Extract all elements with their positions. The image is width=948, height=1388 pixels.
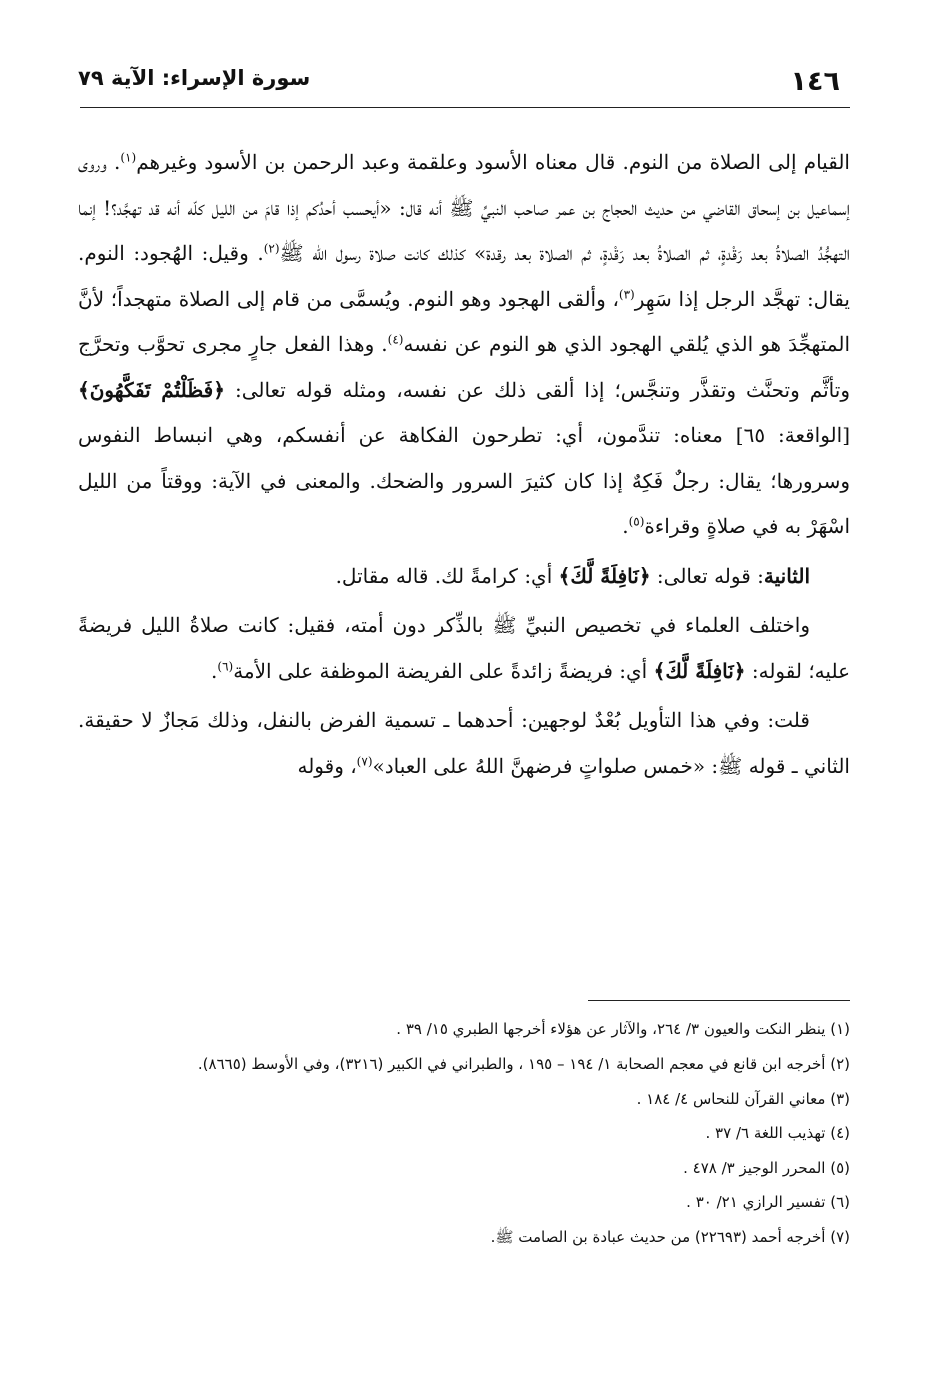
- quran-quote: ﴿فَظَلْتُمْ تَفَكَّهُونَ﴾: [78, 377, 225, 402]
- footnote-2: (٢) أخرجه ابن قانع في معجم الصحابة ١/ ١٩٤ – ١٩٥ ، والطبراني في الكبير (٣٢١٦)، وفي الأوسط (٨٦٦٥).: [197, 1054, 850, 1073]
- running-title: سورة الإسراء: الآية ٧٩: [78, 66, 311, 90]
- paragraph-1: [78, 140, 850, 550]
- footnote-3: (٣) معاني القرآن للنحاس ٤/ ١٨٤ .: [636, 1089, 850, 1108]
- quran-quote: ﴿نَافِلَةً لَّكَ﴾: [558, 563, 651, 588]
- footnote-6: (٦) تفسير الرازي ٢١/ ٣٠ .: [686, 1193, 850, 1211]
- text-run: ، وألقى الهجود وهو النوم. ويُسمَّى من قام إلى الصلاة متهجداً؛ لأنَّ المتهجِّدَ هو الذي يُلقي الهجود الذي هو النوم عن نفسه: [78, 286, 851, 356]
- paragraph-3: [78, 603, 850, 694]
- footnote-4: (٤) تهذيب اللغة ٦/ ٣٧ .: [705, 1124, 850, 1142]
- footnote-7: (٧) أخرجه أحمد (٢٢٦٩٣) من حديث عبادة بن الصامت ﷺ.: [490, 1227, 850, 1246]
- footnote-ref-2: (٢): [263, 241, 280, 256]
- text-run: . وقيل: الهُجود: النوم. يقال: تهجَّد الرجل إذا سَهِر: [78, 241, 850, 311]
- text-run: قلت: وفي هذا التأويل بُعْدٌ لوجهين: أحدهما ـ تسمية الفرض بالنفل، وذلك مَجازٌ لا حقيقة. الثاني ـ قوله ﷺ: «خمس صلواتٍ فرضهنَّ اللهُ على العباد»: [78, 708, 850, 778]
- footnote-ref-4: (٤): [387, 332, 404, 347]
- footnote-ref-6: (٦): [217, 658, 234, 673]
- text-run: : قوله تعالى:: [650, 563, 764, 588]
- page-header: [78, 60, 848, 100]
- text-run: . وروى إسماعيل بن إسحاق القاضي من حديث الحجاج بن عمر صاحب النبيِّ ﷺ أنه قال: «أيحسب أحدُكم إذا قامَ من الليل كلّه أنه قد تهجَّد؟! إنما التهجُّدُ الصلاةُ بعد رَقْدةٍ، ثم الصلاةُ بعد رَقْدةٍ، ثم الصلاة بعد رقدة» كذلك كانت صلاة رسول الله ﷺ: [78, 150, 850, 265]
- header-rule: [80, 107, 850, 108]
- footnote-ref-5: (٥): [628, 514, 645, 529]
- text-run: . وهذا الفعل جارٍ مجرى تحوَّب وتحرَّج وتأثَّم وتحنَّث وتقذَّر وتنجَّس؛ إذا ألقى ذلك عن نفسه، ومثله قوله تعالى:: [78, 332, 850, 402]
- text-run: .: [211, 658, 218, 683]
- text-run: [الواقعة: ٦٥] معناه: تندَّمون، أي: تطرحون الفكاهة عن أنفسكم، وهي انبساط النفوس وسرورها؛ يقال: رجلٌ فَكِهٌ إذا كان كثيرَ السرور والضحك. والمعنى في الآية: ووقتاً من الليل اسْهَرْ به في صلاةٍ وقراءة: [78, 423, 850, 538]
- text-run: أي: كرامةً لك. قاله مقاتل.: [335, 563, 559, 588]
- footnotes: [78, 1012, 850, 1254]
- text-run: واختلف العلماء في تخصيص النبيِّ ﷺ بالذِّكر دون أمته، فقيل: كانت صلاةُ الليل فريضةً عليه؛ لقوله:: [78, 613, 850, 683]
- footnote-ref-1: (١): [120, 150, 137, 165]
- footnote-1: (١) ينظر النكت والعيون ٣/ ٢٦٤، والآثار عن هؤلاء أخرجها الطبري ١٥/ ٣٩ .: [396, 1020, 850, 1038]
- main-text: [78, 140, 850, 789]
- paragraph-4: [78, 698, 850, 789]
- section-lead: الثانية: [763, 563, 810, 588]
- text-run: .: [622, 514, 629, 538]
- quran-quote: ﴿نَافِلَةً لَّكَ﴾: [653, 658, 746, 683]
- footnote-ref-7: (٧): [356, 753, 373, 768]
- footnote-ref-3: (٣): [618, 286, 635, 301]
- text-run: القيام إلى الصلاة من النوم. قال معناه الأسود وعلقمة وعبد الرحمن بن الأسود وغيرهم: [136, 150, 850, 174]
- text-run: أي: فريضةً زائدةً على الفريضة الموظفة على الأمة: [233, 658, 654, 683]
- paragraph-2: [78, 554, 850, 600]
- page-number: ١٤٦: [790, 66, 840, 97]
- footnote-separator: [588, 1000, 850, 1001]
- footnote-5: (٥) المحرر الوجيز ٣/ ٤٧٨ .: [683, 1158, 850, 1177]
- text-run: ، وقوله: [297, 753, 357, 778]
